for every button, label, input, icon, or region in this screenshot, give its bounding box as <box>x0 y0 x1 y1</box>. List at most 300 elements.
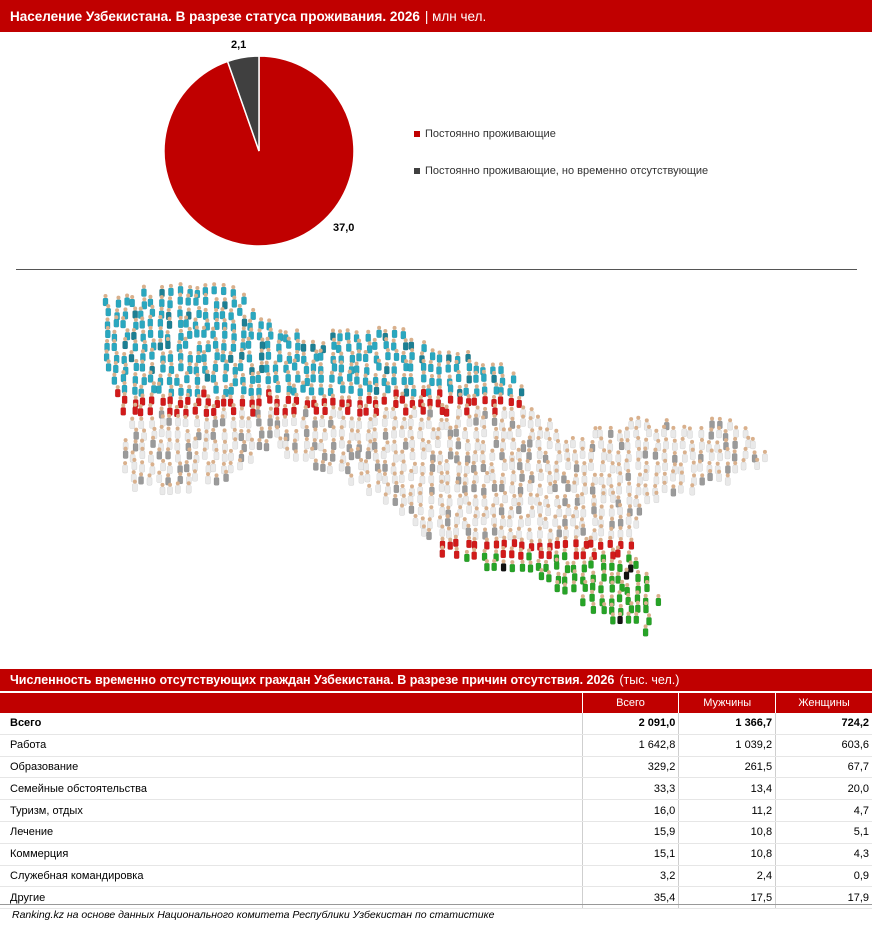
map-person-icon <box>439 480 444 492</box>
map-person-icon <box>148 371 153 383</box>
map-person-icon <box>427 517 432 529</box>
map-person-icon <box>610 461 615 473</box>
map-person-icon <box>518 515 523 527</box>
map-person-icon <box>618 471 623 483</box>
map-person-icon <box>393 385 398 397</box>
map-person-icon <box>636 447 641 459</box>
map-person-icon <box>214 448 219 460</box>
map-person-icon <box>350 351 355 363</box>
map-person-icon <box>265 337 270 349</box>
map-person-icon <box>106 359 111 371</box>
table-row <box>0 821 872 843</box>
map-person-icon <box>159 295 164 307</box>
row-label: Семейные обстоятельства <box>0 778 582 800</box>
map-person-icon <box>580 447 585 459</box>
map-person-icon <box>484 471 489 483</box>
map-person-icon <box>473 494 478 506</box>
map-person-icon <box>498 392 503 404</box>
map-person-icon <box>112 339 117 351</box>
map-person-icon <box>149 348 154 360</box>
map-person-icon <box>345 403 350 415</box>
map-person-icon <box>376 480 381 492</box>
map-person-icon <box>464 550 469 562</box>
map-person-icon <box>196 306 201 318</box>
map-person-icon <box>508 528 513 540</box>
map-person-icon <box>168 392 173 404</box>
map-person-icon <box>141 285 146 297</box>
map-person-icon <box>572 480 577 492</box>
map-person-icon <box>140 447 145 459</box>
map-person-icon <box>456 437 461 449</box>
map-person-icon <box>454 513 459 525</box>
map-person-icon <box>247 350 252 362</box>
map-person-icon <box>732 449 737 461</box>
map-person-icon <box>123 337 128 349</box>
map-person-icon <box>624 427 629 439</box>
map-person-icon <box>133 306 138 318</box>
map-person-icon <box>301 352 306 364</box>
map-person-icon <box>178 293 183 305</box>
map-person-icon <box>581 505 586 517</box>
map-person-icon <box>373 449 378 461</box>
map-person-icon <box>122 392 127 404</box>
map-person-icon <box>133 339 138 351</box>
map-person-icon <box>530 505 535 517</box>
map-person-icon <box>618 503 623 515</box>
map-person-icon <box>500 515 505 527</box>
map-person-icon <box>304 425 309 437</box>
map-person-icon <box>197 341 202 353</box>
map-person-icon <box>464 403 469 415</box>
map-person-icon <box>491 371 496 383</box>
map-person-icon <box>178 282 183 294</box>
map-person-icon <box>203 293 208 305</box>
map-person-icon <box>445 514 450 526</box>
map-person-icon <box>509 546 514 558</box>
map-person-icon <box>393 494 398 506</box>
map-person-icon <box>112 373 117 385</box>
map-person-icon <box>599 473 604 485</box>
map-person-icon <box>590 590 595 602</box>
map-person-icon <box>358 384 363 396</box>
map-person-icon <box>259 426 264 438</box>
map-person-icon <box>583 580 588 592</box>
map-person-icon <box>440 503 445 515</box>
legend-label-0: Постоянно проживающие <box>425 128 556 140</box>
map-person-icon <box>213 382 218 394</box>
map-person-icon <box>374 383 379 395</box>
map-person-icon <box>466 524 471 536</box>
map-person-icon <box>409 348 414 360</box>
map-person-icon <box>598 538 603 550</box>
map-person-icon <box>282 414 287 426</box>
map-person-icon <box>148 315 153 327</box>
map-person-icon <box>458 494 463 506</box>
map-person-icon <box>365 470 370 482</box>
map-person-icon <box>264 361 269 373</box>
row-value: 1 366,7 <box>679 713 776 734</box>
map-person-icon <box>327 462 332 474</box>
map-person-icon <box>399 471 404 483</box>
map-person-icon <box>526 548 531 560</box>
map-person-icon <box>408 415 413 427</box>
map-person-icon <box>421 524 426 536</box>
map-person-icon <box>355 447 360 459</box>
map-person-icon <box>663 459 668 471</box>
row-label: Лечение <box>0 821 582 843</box>
map-person-icon <box>680 437 685 449</box>
map-person-icon <box>214 297 219 309</box>
map-person-icon <box>382 415 387 427</box>
map-person-icon <box>557 450 562 462</box>
map-person-icon <box>178 329 183 341</box>
map-person-icon <box>440 546 445 558</box>
map-person-icon <box>349 428 354 440</box>
map-person-icon <box>502 407 507 419</box>
map-person-icon <box>490 469 495 481</box>
map-person-icon <box>367 341 372 353</box>
map-person-icon <box>213 416 218 428</box>
map-person-icon <box>178 359 183 371</box>
map-person-icon <box>601 559 606 571</box>
map-person-icon <box>150 436 155 448</box>
map-person-icon <box>168 350 173 362</box>
map-person-icon <box>654 472 659 484</box>
map-person-icon <box>232 296 237 308</box>
map-person-icon <box>266 372 271 384</box>
map-person-icon <box>167 404 172 416</box>
map-person-icon <box>566 504 571 516</box>
map-person-icon <box>411 385 416 397</box>
map-person-icon <box>300 381 305 393</box>
map-person-icon <box>473 450 478 462</box>
map-person-icon <box>607 450 612 462</box>
map-person-icon <box>482 549 487 561</box>
map-person-icon <box>133 439 138 451</box>
map-person-icon <box>454 524 459 536</box>
map-person-icon <box>421 385 426 397</box>
map-person-icon <box>527 436 532 448</box>
map-person-icon <box>392 440 397 452</box>
map-person-icon <box>633 557 638 569</box>
map-person-icon <box>183 337 188 349</box>
map-person-icon <box>285 447 290 459</box>
map-person-icon <box>301 340 306 352</box>
map-person-icon <box>363 374 368 386</box>
map-person-icon <box>392 362 397 374</box>
map-person-icon <box>725 461 730 473</box>
map-person-icon <box>588 536 593 548</box>
map-person-icon <box>346 340 351 352</box>
map-person-icon <box>420 472 425 484</box>
map-person-icon <box>322 428 327 440</box>
map-person-icon <box>169 362 174 374</box>
map-person-icon <box>467 359 472 371</box>
map-person-icon <box>492 559 497 571</box>
map-person-icon <box>555 439 560 451</box>
map-person-icon <box>140 460 145 472</box>
map-person-icon <box>510 481 515 493</box>
map-person-icon <box>175 414 180 426</box>
chart-title: Население Узбекистана. В разрезе статуса проживания. 2026 <box>10 8 420 24</box>
map-person-icon <box>358 458 363 470</box>
map-person-icon <box>591 602 596 614</box>
map-person-icon <box>122 352 127 364</box>
map-person-icon <box>382 460 387 472</box>
map-person-icon <box>581 547 586 559</box>
map-person-icon <box>331 405 336 417</box>
map-person-icon <box>678 481 683 493</box>
map-person-icon <box>221 283 226 295</box>
map-person-icon <box>553 514 558 526</box>
map-person-icon <box>655 461 660 473</box>
map-person-icon <box>728 418 733 430</box>
map-person-icon <box>187 327 192 339</box>
row-value: 0,9 <box>776 865 872 887</box>
map-person-icon <box>246 337 251 349</box>
map-person-icon <box>304 362 309 374</box>
map-person-icon <box>276 340 281 352</box>
map-person-icon <box>166 426 171 438</box>
map-person-icon <box>345 462 350 474</box>
map-person-icon <box>277 350 282 362</box>
map-person-icon <box>709 449 714 461</box>
map-person-icon <box>160 459 165 471</box>
map-person-icon <box>404 385 409 397</box>
map-person-icon <box>492 404 497 416</box>
map-person-icon <box>318 349 323 361</box>
map-person-icon <box>499 480 504 492</box>
map-person-icon <box>418 503 423 515</box>
map-person-icon <box>516 448 521 460</box>
table-row <box>0 800 872 822</box>
map-person-icon <box>510 417 515 429</box>
map-person-icon <box>403 404 408 416</box>
people-map-image <box>90 276 790 666</box>
map-person-icon <box>697 459 702 471</box>
map-person-icon <box>557 525 562 537</box>
map-person-icon <box>733 461 738 473</box>
map-person-icon <box>206 340 211 352</box>
map-person-icon <box>273 360 278 372</box>
map-person-icon <box>755 458 760 470</box>
map-person-icon <box>158 326 163 338</box>
map-person-icon <box>679 471 684 483</box>
map-person-icon <box>184 460 189 472</box>
map-person-icon <box>602 602 607 614</box>
map-person-icon <box>264 439 269 451</box>
map-person-icon <box>672 439 677 451</box>
legend-item-0 <box>414 128 556 140</box>
map-person-icon <box>662 481 667 493</box>
map-person-icon <box>593 514 598 526</box>
map-person-icon <box>382 472 387 484</box>
map-person-icon <box>547 437 552 449</box>
map-person-icon <box>231 403 236 415</box>
map-person-icon <box>347 370 352 382</box>
map-person-icon <box>186 481 191 493</box>
map-person-icon <box>165 337 170 349</box>
map-person-icon <box>336 341 341 353</box>
map-person-icon <box>122 461 127 473</box>
map-person-icon <box>629 601 634 613</box>
absence-reasons-table <box>0 693 872 909</box>
map-person-icon <box>448 447 453 459</box>
map-person-icon <box>588 557 593 569</box>
map-person-icon <box>148 403 153 415</box>
map-person-icon <box>394 349 399 361</box>
map-person-icon <box>188 351 193 363</box>
map-person-icon <box>609 559 614 571</box>
map-person-icon <box>250 372 255 384</box>
table-row <box>0 713 872 734</box>
map-person-icon <box>517 458 522 470</box>
map-person-icon <box>139 417 144 429</box>
map-person-icon <box>472 394 477 406</box>
map-person-icon <box>626 469 631 481</box>
map-person-icon <box>682 425 687 437</box>
map-person-icon <box>233 374 238 386</box>
map-person-icon <box>635 590 640 602</box>
map-person-icon <box>383 428 388 440</box>
map-person-icon <box>215 348 220 360</box>
map-person-icon <box>484 537 489 549</box>
map-person-icon <box>718 449 723 461</box>
map-person-icon <box>634 426 639 438</box>
map-person-icon <box>725 473 730 485</box>
map-person-icon <box>211 371 216 383</box>
map-person-icon <box>399 503 404 515</box>
map-person-icon <box>213 337 218 349</box>
map-person-icon <box>574 460 579 472</box>
map-person-icon <box>572 569 577 581</box>
map-person-icon <box>601 570 606 582</box>
map-person-icon <box>446 361 451 373</box>
map-person-icon <box>408 373 413 385</box>
map-person-icon <box>239 348 244 360</box>
map-person-icon <box>193 403 198 415</box>
map-person-icon <box>582 560 587 572</box>
map-person-icon <box>490 449 495 461</box>
map-person-icon <box>322 403 327 415</box>
map-person-icon <box>590 579 595 591</box>
map-person-icon <box>571 580 576 592</box>
map-person-icon <box>482 392 487 404</box>
map-person-icon <box>295 339 300 351</box>
map-person-icon <box>636 436 641 448</box>
map-person-icon <box>554 429 559 441</box>
map-person-icon <box>699 426 704 438</box>
map-person-icon <box>140 349 145 361</box>
map-person-icon <box>175 450 180 462</box>
map-person-icon <box>555 580 560 592</box>
map-person-icon <box>294 393 299 405</box>
map-person-icon <box>510 458 515 470</box>
map-person-icon <box>246 416 251 428</box>
map-person-icon <box>231 329 236 341</box>
table-row <box>0 734 872 756</box>
map-person-icon <box>671 484 676 496</box>
map-person-icon <box>637 503 642 515</box>
map-person-icon <box>313 427 318 439</box>
map-person-icon <box>527 480 532 492</box>
map-person-icon <box>256 384 261 396</box>
table-header-row <box>0 693 872 713</box>
map-person-icon <box>366 429 371 441</box>
map-person-icon <box>440 524 445 536</box>
map-person-icon <box>256 395 261 407</box>
map-person-icon <box>511 470 516 482</box>
map-person-icon <box>608 536 613 548</box>
map-person-icon <box>464 384 469 396</box>
map-person-icon <box>214 473 219 485</box>
map-person-icon <box>367 392 372 404</box>
map-person-icon <box>167 317 172 329</box>
map-person-icon <box>516 527 521 539</box>
map-person-icon <box>120 316 125 328</box>
map-person-icon <box>399 425 404 437</box>
map-person-icon <box>599 524 604 536</box>
row-value: 10,8 <box>679 843 776 865</box>
map-person-icon <box>598 581 603 593</box>
map-person-icon <box>691 460 696 472</box>
uzbekistan-people-map-icon <box>90 276 790 666</box>
map-person-icon <box>610 612 615 624</box>
map-person-icon <box>310 340 315 352</box>
map-person-icon <box>444 405 449 417</box>
map-person-icon <box>426 417 431 429</box>
map-person-icon <box>456 405 461 417</box>
map-person-icon <box>663 437 668 449</box>
row-value: 329,2 <box>582 756 679 778</box>
map-person-icon <box>130 417 135 429</box>
map-person-icon <box>599 436 604 448</box>
map-person-icon <box>187 448 192 460</box>
map-person-icon <box>339 425 344 437</box>
row-value: 10,8 <box>679 821 776 843</box>
map-person-icon <box>349 448 354 460</box>
map-person-icon <box>427 395 432 407</box>
map-person-icon <box>367 484 372 496</box>
map-person-icon <box>616 572 621 584</box>
map-person-icon <box>337 329 342 341</box>
map-person-icon <box>385 440 390 452</box>
map-person-icon <box>634 516 639 528</box>
map-person-icon <box>241 293 246 305</box>
map-person-icon <box>410 448 415 460</box>
map-person-icon <box>201 385 206 397</box>
pie-data-label-0: 37,0 <box>333 222 355 234</box>
row-value: 261,5 <box>679 756 776 778</box>
map-person-icon <box>409 502 414 514</box>
map-person-icon <box>294 328 299 340</box>
map-person-icon <box>372 338 377 350</box>
row-value: 67,7 <box>776 756 872 778</box>
map-person-icon <box>132 480 137 492</box>
map-person-icon <box>430 460 435 472</box>
map-person-icon <box>464 462 469 474</box>
row-value: 15,9 <box>582 821 679 843</box>
map-person-icon <box>194 326 199 338</box>
map-person-icon <box>430 348 435 360</box>
map-person-icon <box>238 359 243 371</box>
map-person-icon <box>617 612 622 624</box>
row-value: 1 642,8 <box>582 734 679 756</box>
map-person-icon <box>661 425 666 437</box>
map-person-icon <box>266 348 271 360</box>
map-person-icon <box>609 505 614 517</box>
map-person-icon <box>142 373 147 385</box>
